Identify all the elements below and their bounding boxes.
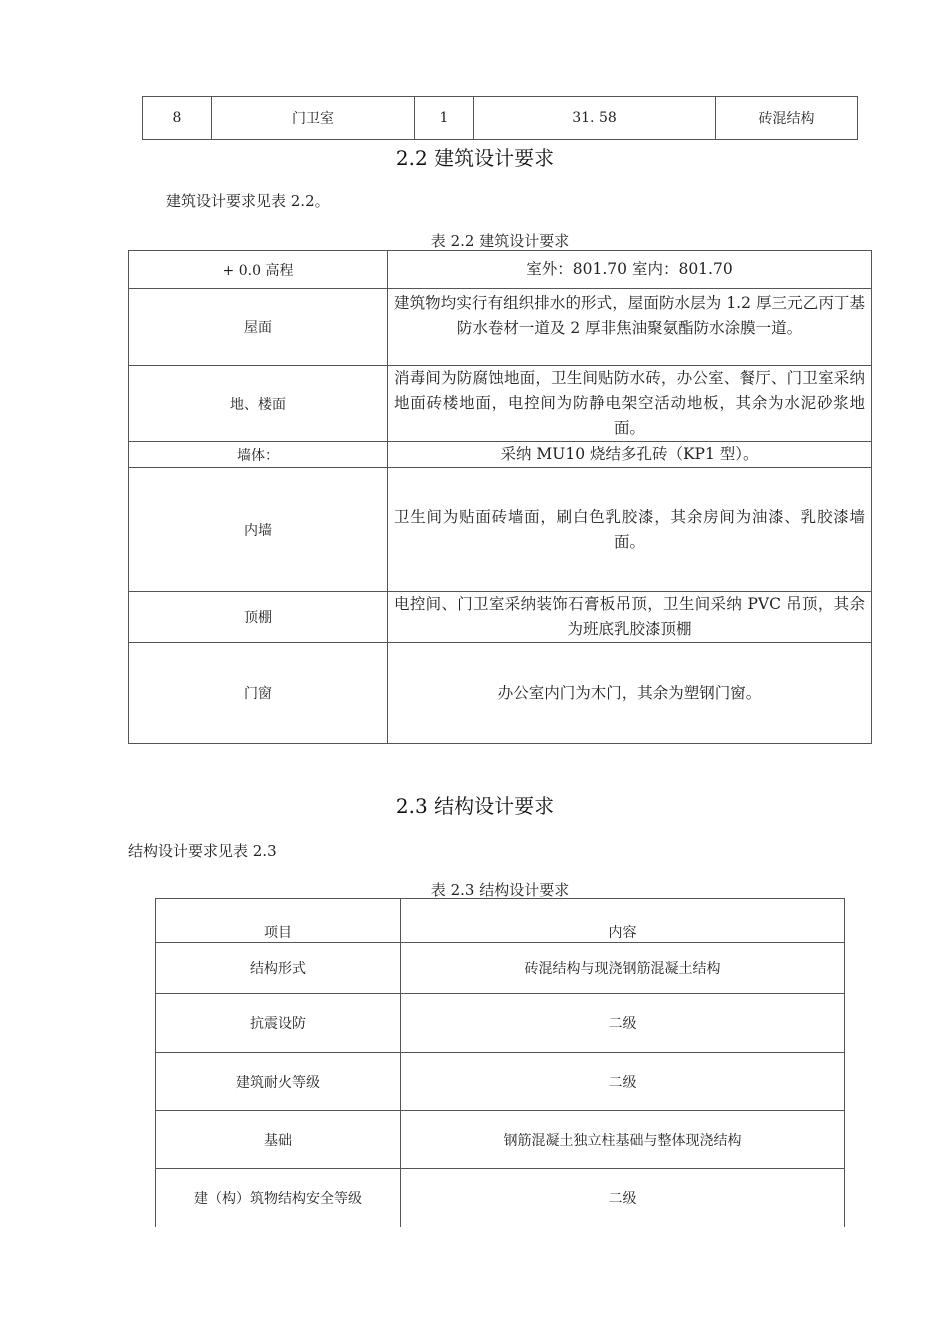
table-value-cell: 室外：801.70 室内：801.70 <box>388 251 872 289</box>
table-header-key: 项目 <box>156 899 401 943</box>
table-key-cell: 建（构）筑物结构安全等级 <box>156 1169 401 1227</box>
table-header-value: 内容 <box>401 899 845 943</box>
table-key-cell: 结构形式 <box>156 943 401 994</box>
table-value-cell: 消毒间为防腐蚀地面，卫生间贴防水砖，办公室、餐厅、门卫室采纳地面砖楼地面，电控间为防静电架空活动地板，其余为水泥砂浆地面。 <box>388 366 872 442</box>
table-value-cell: 电控间、门卫室采纳装饰石膏板吊顶，卫生间采纳 PVC 吊顶，其余为班底乳胶漆顶棚 <box>388 592 872 643</box>
building-list-table <box>142 96 858 140</box>
table-caption-2-2: 表 2.2 建筑设计要求 <box>430 232 570 250</box>
table-cell-index: 8 <box>143 97 212 140</box>
table-row <box>129 289 872 366</box>
table-row <box>156 943 845 994</box>
table-value-cell: 卫生间为贴面砖墙面，刷白色乳胶漆，其余房间为油漆、乳胶漆墙面。 <box>388 468 872 592</box>
table-key-cell: 基础 <box>156 1111 401 1169</box>
table-cell-structure: 砖混结构 <box>716 97 858 140</box>
table-key-cell: 屋面 <box>129 289 388 366</box>
table-value-cell: 办公室内门为木门，其余为塑钢门窗。 <box>388 643 872 744</box>
table-header-row <box>156 899 845 943</box>
table-value-cell: 二级 <box>401 1169 845 1227</box>
section-intro-2-2: 建筑设计要求见表 2.2。 <box>166 192 330 210</box>
table-key-cell: 内墙 <box>129 468 388 592</box>
table-key-cell: 地、楼面 <box>129 366 388 442</box>
table-value-cell: 采纳 MU10 烧结多孔砖（KP1 型）。 <box>388 442 872 468</box>
table-cell-count: 1 <box>415 97 474 140</box>
table-cell-name: 门卫室 <box>212 97 415 140</box>
table-key-cell: 门窗 <box>129 643 388 744</box>
table-cell-area: 31. 58 <box>474 97 716 140</box>
table-row <box>143 97 858 140</box>
table-row <box>129 643 872 744</box>
table-caption-2-3: 表 2.3 结构设计要求 <box>430 881 570 899</box>
table-row <box>129 468 872 592</box>
table-row <box>156 1111 845 1169</box>
table-row <box>156 994 845 1053</box>
table-key-cell: 墙体： <box>129 442 388 468</box>
table-row <box>129 442 872 468</box>
table-row <box>129 251 872 289</box>
structure-requirements-table <box>155 898 845 1227</box>
table-key-cell: + 0.0 高程 <box>129 251 388 289</box>
table-value-cell: 二级 <box>401 994 845 1053</box>
section-intro-2-3: 结构设计要求见表 2.3 <box>128 842 277 860</box>
table-row <box>129 366 872 442</box>
table-value-cell: 二级 <box>401 1053 845 1111</box>
table-row <box>156 1169 845 1227</box>
table-key-cell: 顶棚 <box>129 592 388 643</box>
section-heading-2-2: 2.2 建筑设计要求 <box>395 146 555 170</box>
table-key-cell: 抗震设防 <box>156 994 401 1053</box>
table-value-cell: 建筑物均实行有组织排水的形式，屋面防水层为 1.2 厚三元乙丙丁基防水卷材一道及 2 厚非焦油聚氨酯防水涂膜一道。 <box>388 289 872 366</box>
architecture-requirements-table <box>128 250 872 744</box>
table-row <box>156 1053 845 1111</box>
table-key-cell: 建筑耐火等级 <box>156 1053 401 1111</box>
table-value-cell: 砖混结构与现浇钢筋混凝土结构 <box>401 943 845 994</box>
table-value-cell: 钢筋混凝土独立柱基础与整体现浇结构 <box>401 1111 845 1169</box>
table-row <box>129 592 872 643</box>
section-heading-2-3: 2.3 结构设计要求 <box>395 794 555 818</box>
